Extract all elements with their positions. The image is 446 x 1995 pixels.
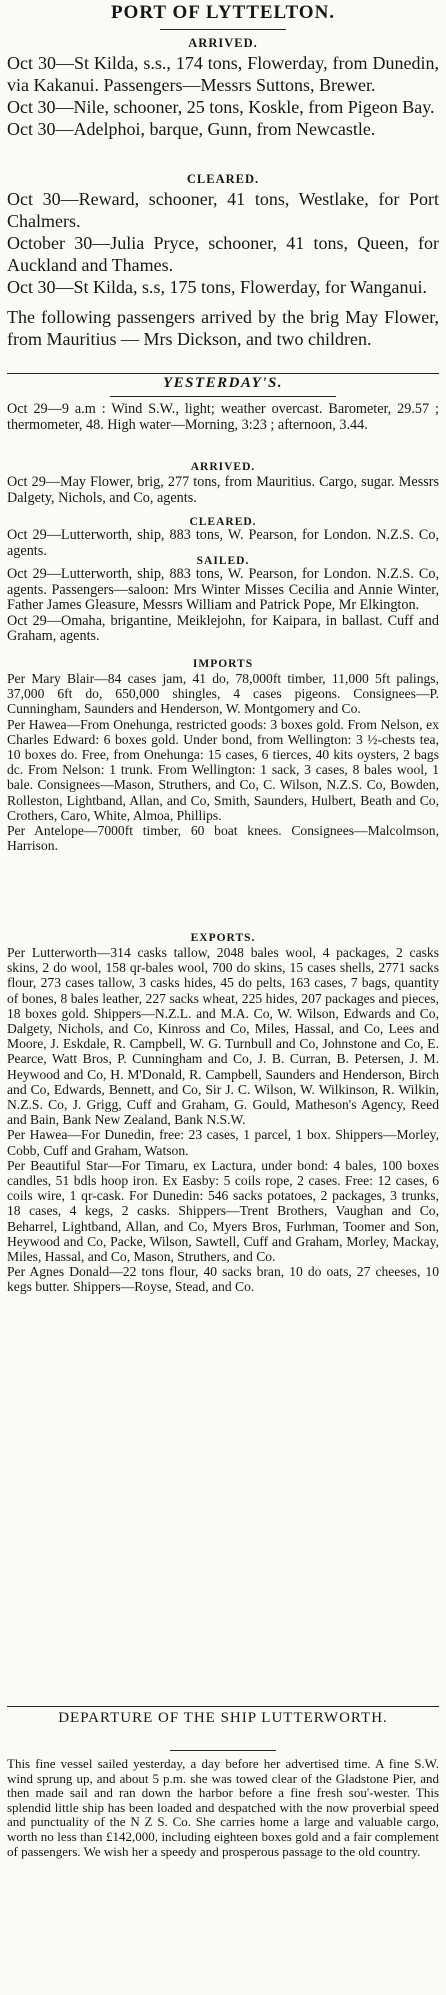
arrived2-text: Oct 29—May Flower, brig, 277 tons, from Mauritius. Cargo, sugar. Messrs Dalgety, Nichols, and Co, agents. <box>7 474 439 506</box>
cleared-text: Oct 30—Reward, schooner, 41 tons, Westlake, for Port Chalmers. October 30—Julia Pryce, schooner, 41 tons, Queen, for Auckland and Thames. Oct 30—St Kilda, s.s, 175 tons, Flowerday, for Wanganui. <box>7 189 439 297</box>
departure-heading: DEPARTURE OF THE SHIP LUTTERWORTH. <box>58 1710 388 1726</box>
sailed-text: Oct 29—Lutterworth, ship, 883 tons, W. Pearson, for London. N.Z.S. Co, agents. Passengers—saloon: Mrs Winter Misses Cecilia and Annie Winter, Father James Gleasure, Messrs William and Patrick Pope, Mr Elkington. Oct 29—Omaha, brigantine, Meiklejohn, for Kaipara, in ballast. Cuff and Graham, agents. <box>7 566 439 645</box>
passengers-note: The following passengers arrived by the brig May Flower, from Mauritius — Mrs Dickson, and two children. <box>7 307 439 349</box>
departure-text: This fine vessel sailed yesterday, a day before her advertised time. A fine S.W. wind sprung up, and about 5 p.m. she was towed clear of the Gladstone Pier, and then made sail and ran down the harbor before a fine fresh sou'-wester. This splendid little ship has been loaded and despatched with the now proverbial speed and punctuality of the N Z S. Co. She carries home a large and valuable cargo, worth no less than £142,000, including eighteen boxes gold and a fair complement of passengers. We wish her a speedy and prosperous passage to the old country. <box>7 1756 439 1859</box>
cleared2-text: Oct 29—Lutterworth, ship, 883 tons, W. Pearson, for London. N.Z.S. Co, agents. <box>7 527 439 559</box>
heading-rule-2 <box>170 1750 276 1751</box>
arrived-text: Oct 30—St Kilda, s.s., 174 tons, Flowerday, from Dunedin, via Kakanui. Passengers—Messrs Suttons, Brewer. Oct 30—Nile, schooner, 25 tons, Koskle, from Pigeon Bay. Oct 30—Adelphoi, barque, Gunn, from Newcastle. <box>7 53 439 139</box>
arrived-heading: ARRIVED. <box>188 36 258 50</box>
weather-text: Oct 29—9 a.m : Wind S.W., light; weather overcast. Barometer, 29.57 ; thermometer, 48. High water—Morning, 3:23 ; afternoon, 3.44. <box>7 401 439 433</box>
cleared2-heading: CLEARED. <box>189 516 257 528</box>
sailed-heading: SAILED. <box>196 555 250 567</box>
arrived2-heading: ARRIVED. <box>190 461 256 473</box>
section-rule <box>7 373 439 374</box>
title-rule <box>160 29 286 30</box>
page-title: PORT OF LYTTELTON. <box>110 2 336 23</box>
cleared-heading: CLEARED. <box>186 172 260 186</box>
exports-text: Per Lutterworth—314 casks tallow, 2048 bales wool, 4 packages, 2 casks skins, 2 do wool, 158 qr-bales wool, 700 do skins, 15 cases shells, 2771 sacks flour, 273 cases tallow, 3 casks hides, 45 do pelts, 163 cases, 7 bags, quantity of bones, 8 bales leather, 227 sacks wheat, 225 hides, 207 packages and pieces, 18 boxes gold. Shippers—N.Z.L. and M.A. Co, W. Wilson, Edwards and Co, Dalgety, Nichols, and Co, Kinross and Co, Miles, Hassal, and Co, Lees and Moore, J. Eskdale, R. Campbell, W. G. Turnbull and Co, Johnstone and Co, E. Pearce, Watt Bros, P. Cunningham and Co, J. B. Curran, B. Petersen, J. M. Heywood and Co, H. M'Donald, R. Campbell, Saunders and Henderson, Birch and Co, Edwards, Bennett, and Co, Sir J. C. Wilson, W. Wilkinson, R. Wilkin, N.Z.S. Co, J. Grigg, Cuff and Graham, G. Gould, Matheson's Agency, Reed and Bain, Bank New Zealand, Bank N.S.W. Per Hawea—For Dunedin, free: 23 cases, 1 parcel, 1 box. Shippers—Morley, Cobb, Cuff and Graham, Watson. Per Beautiful Star—For Timaru, ex Lactura, under bond: 4 bales, 100 boxes candles, 51 bdls hoop iron. Ex Easby: 5 coils rope, 2 cases. Free: 12 cases, 6 coils wire, 1 qr-cask. For Dunedin: 546 sacks potatoes, 2 packages, 3 trunks, 18 cases, 4 kegs, 2 casks. Shippers—Trent Brothers, Vaughan and Co, Beharrel, Lightband, Allan, and Co, Myers Bros, Furhman, Toomer and Son, Heywood and Co, Packe, Wilson, Sawtell, Cuff and Graham, Morley, Mackay, Miles, Hassal, and Co, Mason, Struthers, and Co. Per Agnes Donald—22 tons flour, 40 sacks bran, 10 do oats, 27 cheeses, 10 kegs butter. Shippers—Royse, Stead, and Co. <box>7 945 439 1295</box>
imports-text: Per Mary Blair—84 cases jam, 41 do, 78,000ft timber, 11,000 5ft palings, 37,000 6ft do, 650,000 shingles, 4 cases pigeons. Consignees—P. Cunningham, Saunders and Henderson, W. Montgomery and Co. Per Hawea—From Onehunga, restricted goods: 3 boxes gold. From Nelson, ex Charles Edward: 6 boxes gold. Under bond, from Wellington: 3 ½-chests tea, 10 boxes do. Free, from Onehunga: 15 cases, 6 tierces, 40 kits oysters, 2 bags dc. From Nelson: 1 trunk. From Wellington: 1 sack, 3 cases, 8 bales wool, 1 bale. Consignees—Mason, Struthers, and Co, C. Wilson, N.Z.S. Co, Bowden, Rolleston, Lightband, Allan, and Co, Smith, Saunders, Hulbert, Beath and Co, Crothers, Caro, White, Almoa, Phillips. Per Antelope—7000ft timber, 60 boat knees. Consignees—Malcolmson, Harrison. <box>7 671 439 854</box>
section-rule-2 <box>7 1706 439 1707</box>
heading-rule <box>110 396 336 397</box>
yesterdays-heading: YESTERDAY'S. <box>162 375 284 391</box>
imports-heading: IMPORTS <box>192 658 254 670</box>
exports-heading: EXPORTS. <box>190 932 256 944</box>
